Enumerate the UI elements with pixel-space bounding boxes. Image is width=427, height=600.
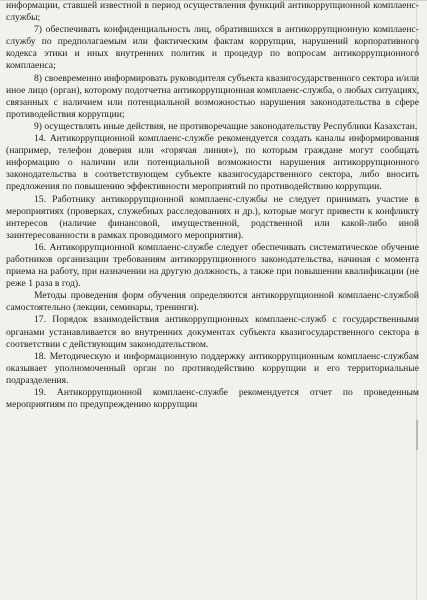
scan-artifact: [416, 420, 418, 450]
paragraph-18: 18. Методическую и информационную поддержку антикоррупционным комплаенс-службам оказывает уполномоченный орган по противодействию коррупции и его территориальные подразделения.: [6, 350, 419, 386]
paragraph-item-8: 8) своевременно информировать руководителя субъекта квазигосударственного сектора и/или иное лицо (орган), которому подотчетна антикоррупционная комплаенс-служба, о любых ситуациях, связанных с наличием или потенциальной возможностью нарушения законодательства в сфере противодействия коррупции;: [6, 72, 419, 120]
paragraph-item-9: 9) осуществлять иные действия, не противоречащие законодательству Республики Казахстан.: [34, 120, 418, 132]
paragraph-17: 17. Порядок взаимодействия антикоррупционных комплаенс-служб с государственными органами устанавливается во внутренних документах субъекта квазигосударственного сектора в соответствии с действующим законодательством.: [6, 314, 419, 350]
paragraph-continuation: информации, ставшей известной в период осуществления функций антикоррупционной комплаенс-службы;: [6, 0, 419, 24]
paragraph-19: 19. Антикоррупционной комплаенс-службе рекомендуется отчет по проведенным мероприятиям по предупреждению коррупции: [6, 387, 419, 411]
paragraph-item-7: 7) обеспечивать конфиденциальность лиц, обратившихся в антикоррупционную комплаенс-службу по предполагаемым или фактическим фактам коррупции, нарушений корпоративного кодекса этики и иных внутренних политик и процедур по вопросам антикоррупционного комплаенса;: [6, 24, 419, 72]
paragraph-15: 15. Работнику антикоррупционной комплаенс-службы не следует принимать участие в мероприятиях (проверках, служебных расследованиях и др.), которые могут привести к конфликту интересов (наличие финансовой, имущественной, родственной или какой-либо иной заинтересованности в рамках проводимого мероприятия).: [6, 193, 419, 241]
document-body: [6, 0, 419, 411]
paragraph-14: 14. Антикоррупционной комплаенс-службе рекомендуется создать каналы информирования (например, телефон доверия или «горячая линия»), по которым граждане могут сообщать информацию о наличии или потенциальной возможности нарушения антикоррупционного законодательства в соответствующем субъекте квазигосударственного сектора, либо вносить предложения по повышению эффективности мероприятий по противодействию коррупции.: [6, 133, 419, 193]
paragraph-training-methods: Методы проведения форм обучения определяются антикоррупционной комплаенс-службой самостоятельно (лекции, семинары, тренинги).: [6, 290, 419, 314]
paragraph-16: 16. Антикоррупционной комплаенс-службе следует обеспечивать систематическое обучение работников организации требованиям антикоррупционного законодательства, начиная с момента приема на работу, при назначении на другую должность, а также при повышении квалификации (не реже 1 раза в год).: [6, 241, 419, 290]
